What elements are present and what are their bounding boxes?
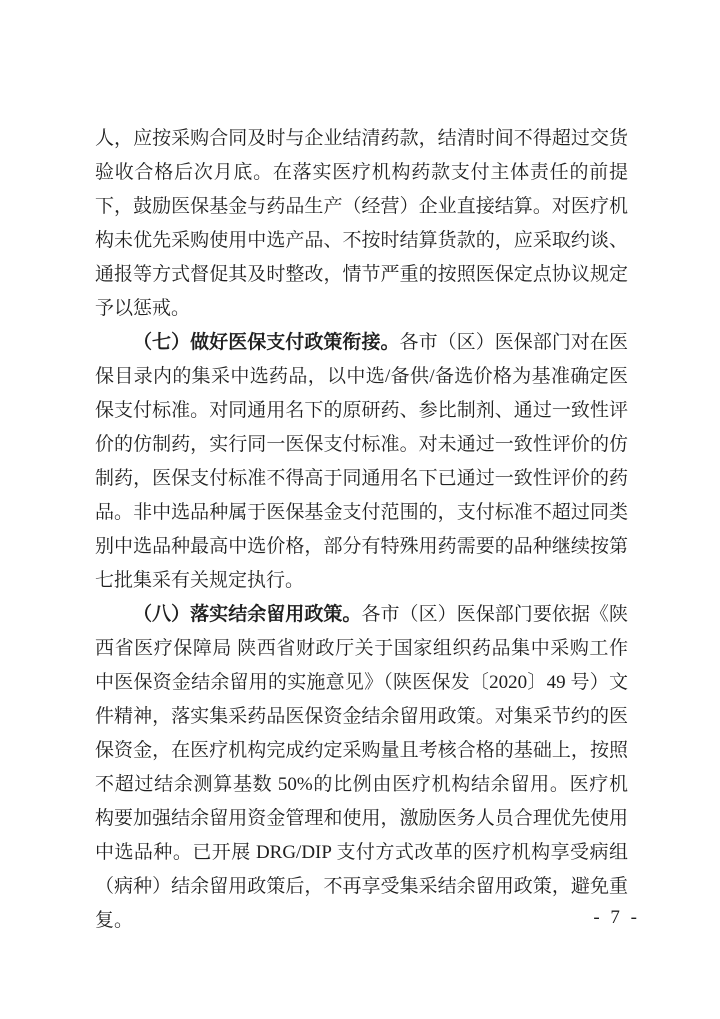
paragraph [95,326,628,598]
paragraph [95,122,628,326]
paragraph-heading-run: （八）落实结余留用政策。 [133,604,362,625]
document-body [95,122,628,938]
paragraph-text-run: 人，应按采购合同及时与企业结清药款，结清时间不得超过交货验收合格后次月底。在落实医疗机构药款支付主体责任的前提下，鼓励医保基金与药品生产（经营）企业直接结算。对医疗机构未优先采购使用中选产品、不按时结算货款的，应采取约谈、通报等方式督促其及时整改，情节严重的按照医保定点协议规定予以惩戒。 [95,128,628,319]
paragraph-text-run: 各市（区）医保部门对在医保目录内的集采中选药品，以中选/备供/备选价格为基准确定医保支付标准。对同通用名下的原研药、参比制剂、通过一致性评价的仿制药，实行同一医保支付标准。对未通过一致性评价的仿制药，医保支付标准不得高于同通用名下已通过一致性评价的药品。非中选品种属于医保基金支付范围的，支付标准不超过同类别中选品种最高中选价格，部分有特殊用药需要的品种继续按第七批集采有关规定执行。 [95,332,628,591]
paragraph-heading-run: （七）做好医保支付政策衔接。 [133,332,400,353]
page-number: - 7 - [593,907,640,928]
paragraph-text-run: 各市（区）医保部门要依据《陕西省医疗保障局 陕西省财政厅关于国家组织药品集中采购工作中医保资金结余留用的实施意见》（陕医保发〔2020〕49 号）文件精神，落实集采药品医保资金结余留用政策。对集采节约的医保资金，在医疗机构完成约定采购量且考核合格的基础上，按照不超过结余测算基数 50%的比例由医疗机构结余留用。医疗机构要加强结余留用资金管理和使用，激励医务人员合理优先使用中选品种。已开展 DRG/DIP 支付方式改革的医疗机构享受病组（病种）结余留用政策后，不再享受集采结余留用政策，避免重复。 [95,604,628,931]
paragraph [95,598,628,938]
